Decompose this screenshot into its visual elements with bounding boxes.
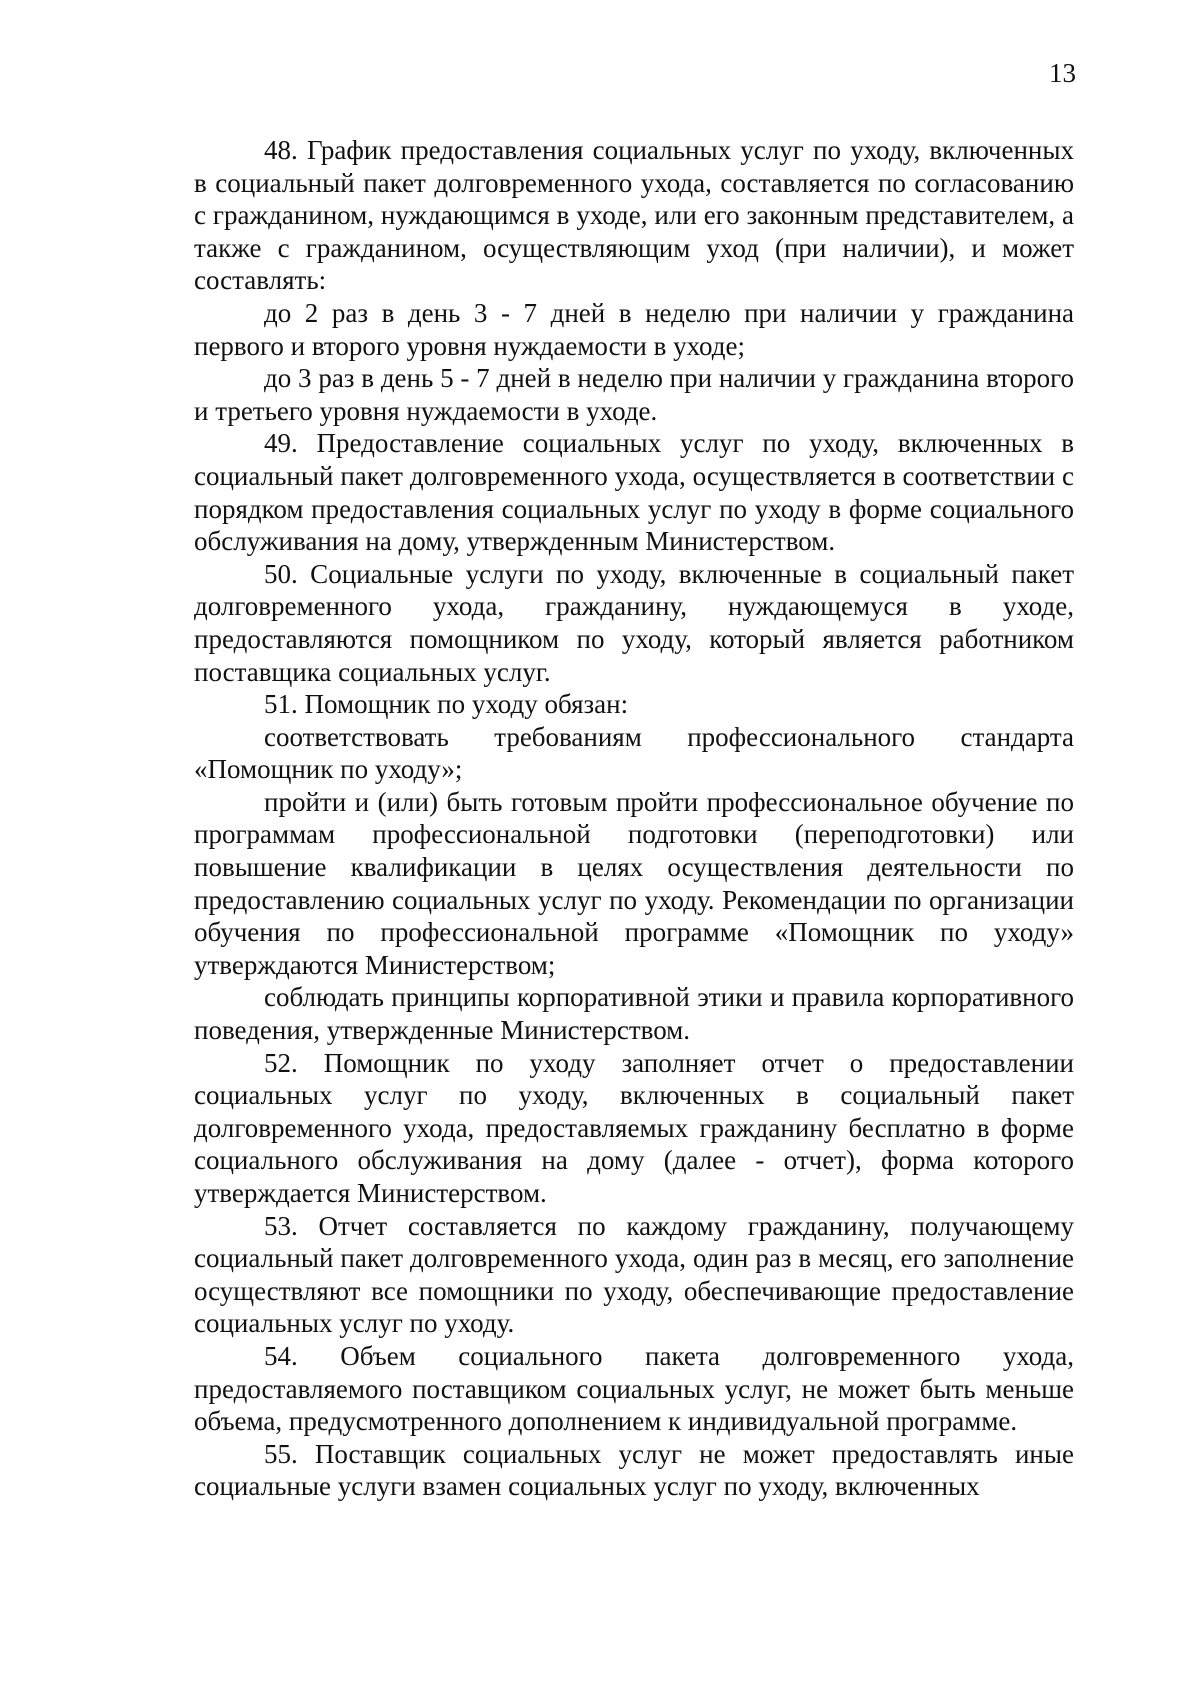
page-number: 13 [1049,58,1076,88]
paragraph-51-duty-1: соответствовать требованиям профессионального стандарта «Помощник по уходу»; [194,721,1074,785]
paragraph-50: 50. Социальные услуги по уходу, включенные в социальный пакет долговременного ухода, гражданину, нуждающемуся в уходе, предоставляются помощником по уходу, который является работником поставщика социальных услуг. [194,558,1074,687]
paragraph-55: 55. Поставщик социальных услуг не может предоставлять иные социальные услуги взамен социальных услуг по уходу, включенных [194,1438,1074,1502]
paragraph-51-duty-2: пройти и (или) быть готовым пройти профессиональное обучение по программам профессиональной подготовки (переподготовки) или повышение квалификации в целях осуществления деятельности по предоставлению социальных услуг по уходу. Рекомендации по организации обучения по профессиональной программе «Помощник по уходу» утверждаются Министерством; [194,786,1074,980]
paragraph-48-option-2: до 3 раз в день 5 - 7 дней в неделю при наличии у гражданина второго и третьего уровня нуждаемости в уходе. [194,363,1074,426]
paragraph-53: 53. Отчет составляется по каждому гражданину, получающему социальный пакет долговременного ухода, один раз в месяц, его заполнение осуществляют все помощники по уходу, обеспечивающие предоставление социальных услуг по уходу. [194,1210,1074,1339]
paragraph-48-option-1: до 2 раз в день 3 - 7 дней в неделю при наличии у гражданина первого и второго уровня нуждаемости в уходе; [194,297,1074,361]
paragraph-48: 48. График предоставления социальных услуг по уходу, включенных в социальный пакет долговременного ухода, составляется по согласованию с гражданином, нуждающимся в уходе, или его законным представителем, а также с гражданином, осуществляющим уход (при наличии), и может составлять: [194,135,1074,296]
paragraph-49: 49. Предоставление социальных услуг по уходу, включенных в социальный пакет долговременного ухода, осуществляется в соответствии с порядком предоставления социальных услуг по уходу в форме социального обслуживания на дому, утвержденным Министерством. [194,428,1074,557]
paragraph-52: 52. Помощник по уходу заполняет отчет о предоставлении социальных услуг по уходу, включенных в социальный пакет долговременного ухода, предоставляемых гражданину бесплатно в форме социального обслуживания на дому (далее - отчет), форма которого утверждается Министерством. [194,1047,1074,1208]
paragraph-51-duty-3: соблюдать принципы корпоративной этики и правила корпоративного поведения, утвержденные Министерством. [194,982,1074,1046]
paragraph-51: 51. Помощник по уходу обязан: [264,689,629,720]
document-body [194,134,1074,1503]
paragraph-54: 54. Объем социального пакета долговременного ухода, предоставляемого поставщиком социальных услуг, не может быть меньше объема, предусмотренного дополнением к индивидуальной программе. [194,1340,1074,1437]
